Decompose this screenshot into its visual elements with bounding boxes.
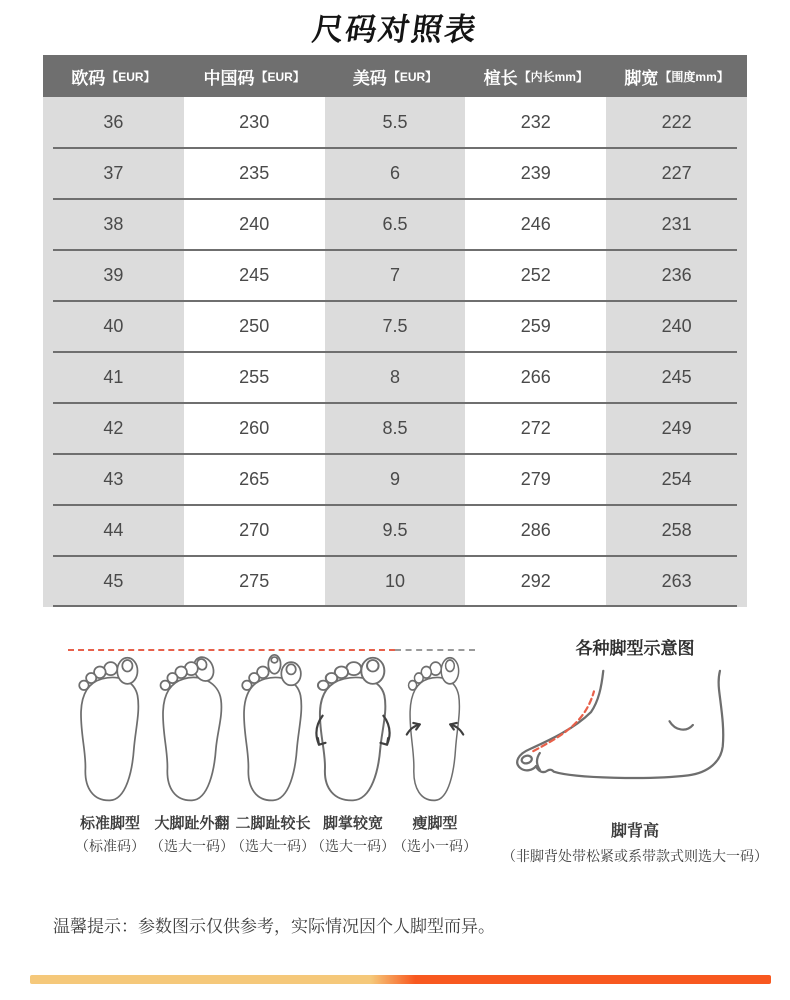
header-cell-cn-size [184,55,325,97]
foot-type-name: 瘦脚型 [412,815,458,832]
foot-side-view-illustration [502,669,768,809]
instep-guide-title: 各种脚型示意图 [575,639,695,658]
table-cell: 246 [520,214,551,234]
table-header-row [43,55,747,97]
table-cell: 263 [606,556,747,607]
header-cell-us-size [325,55,466,97]
header-sub-label: 【内长mm】 [518,69,588,84]
table-cell: 259 [520,316,551,336]
foot-type-column [308,652,398,853]
header-sub-label: 【EUR】 [106,69,156,84]
table-cell: 250 [239,316,270,336]
foot-type-advice: （标准码） [75,838,145,854]
table-cell: 255 [239,367,270,387]
header-cell-foot-width [606,55,747,97]
foot-type-advice: （选大一码） [311,838,395,854]
foot-wide-illustration [313,652,393,804]
foot-standard-illustration [70,652,150,804]
size-chart-table [43,55,747,607]
foot-slim-illustration [395,652,475,804]
table-cell: 222 [606,97,747,148]
instep-advice: （非脚背处带松紧或系带款式则选大一码） [502,848,768,864]
table-cell: 260 [239,418,270,438]
table-cell: 286 [520,520,551,540]
header-main-label: 欧码 [71,68,106,88]
table-cell: 231 [606,199,747,250]
header-cell-last-length [465,55,606,97]
foot-type-name: 大脚趾外翻 [154,815,230,832]
foot-type-name: 标准脚型 [79,815,140,832]
table-row [43,505,747,556]
table-cell: 266 [520,367,551,387]
table-cell: 44 [43,505,184,556]
red-dashed-guide-line [68,649,395,651]
header-main-label: 脚宽 [624,68,659,88]
table-row [43,97,747,148]
table-cell: 6 [325,148,466,199]
header-main-label: 中国码 [203,68,255,88]
gradient-divider-bar [30,975,771,984]
table-cell: 227 [606,148,747,199]
table-cell: 245 [606,352,747,403]
header-sub-label: 【EUR】 [387,69,438,84]
table-cell: 236 [606,250,747,301]
table-cell: 252 [520,265,551,285]
table-cell: 36 [43,97,184,148]
table-cell: 37 [43,148,184,199]
foot-type-advice: （选大一码） [150,838,234,854]
foot-type-column [147,652,237,853]
table-cell: 9.5 [325,505,466,556]
table-cell: 240 [606,301,747,352]
table-row [43,199,747,250]
header-sub-label: 【EUR】 [255,69,305,84]
table-row [43,556,747,607]
table-cell: 39 [43,250,184,301]
foot-type-column [228,652,318,853]
table-row [43,250,747,301]
table-cell: 265 [239,469,270,489]
table-cell: 8 [325,352,466,403]
table-cell: 279 [520,469,551,489]
table-cell: 10 [325,556,466,607]
table-cell: 42 [43,403,184,454]
notice-text: 温馨提示：参数图示仅供参考，实际情况因个人脚型而异。 [53,917,495,936]
table-row [43,352,747,403]
table-cell: 8.5 [325,403,466,454]
instep-diagram-section [490,640,780,863]
table-row [43,301,747,352]
foot-type-name: 二脚趾较长 [235,815,311,832]
table-cell: 43 [43,454,184,505]
foot-type-column [390,652,480,853]
table-cell: 6.5 [325,199,466,250]
foot-long-second-toe-illustration [233,652,313,804]
header-sub-label: 【围度mm】 [659,69,729,84]
table-cell: 235 [239,163,270,183]
table-cell: 7.5 [325,301,466,352]
table-cell: 292 [520,571,551,591]
table-cell: 230 [239,112,270,132]
page-title: 尺码对照表 [309,12,480,47]
table-row [43,403,747,454]
table-cell: 272 [520,418,551,438]
table-cell: 249 [606,403,747,454]
header-cell-eu-size [43,55,184,97]
table-cell: 275 [239,571,270,591]
table-cell: 38 [43,199,184,250]
table-cell: 240 [239,214,270,234]
header-main-label: 美码 [352,68,387,88]
foot-type-advice: （选小一码） [393,838,477,854]
table-cell: 40 [43,301,184,352]
table-cell: 270 [239,520,270,540]
table-cell: 258 [606,505,747,556]
table-cell: 5.5 [325,97,466,148]
size-table-body [43,97,747,607]
gray-dashed-guide-line [395,649,475,651]
title-container [0,4,790,49]
table-cell: 7 [325,250,466,301]
table-cell: 45 [43,556,184,607]
foot-type-advice: （选大一码） [231,838,315,854]
foot-type-diagrams-section [0,638,790,868]
foot-hallux-valgus-illustration [152,652,232,804]
table-cell: 41 [43,352,184,403]
table-cell: 254 [606,454,747,505]
table-cell: 239 [520,163,551,183]
instep-label: 脚背高 [610,823,659,840]
table-row [43,148,747,199]
foot-type-column [65,652,155,853]
table-cell: 9 [325,454,466,505]
header-main-label: 楦长 [483,68,518,88]
foot-type-name: 脚掌较宽 [322,815,383,832]
table-cell: 245 [239,265,270,285]
table-cell: 232 [520,112,551,132]
table-row [43,454,747,505]
